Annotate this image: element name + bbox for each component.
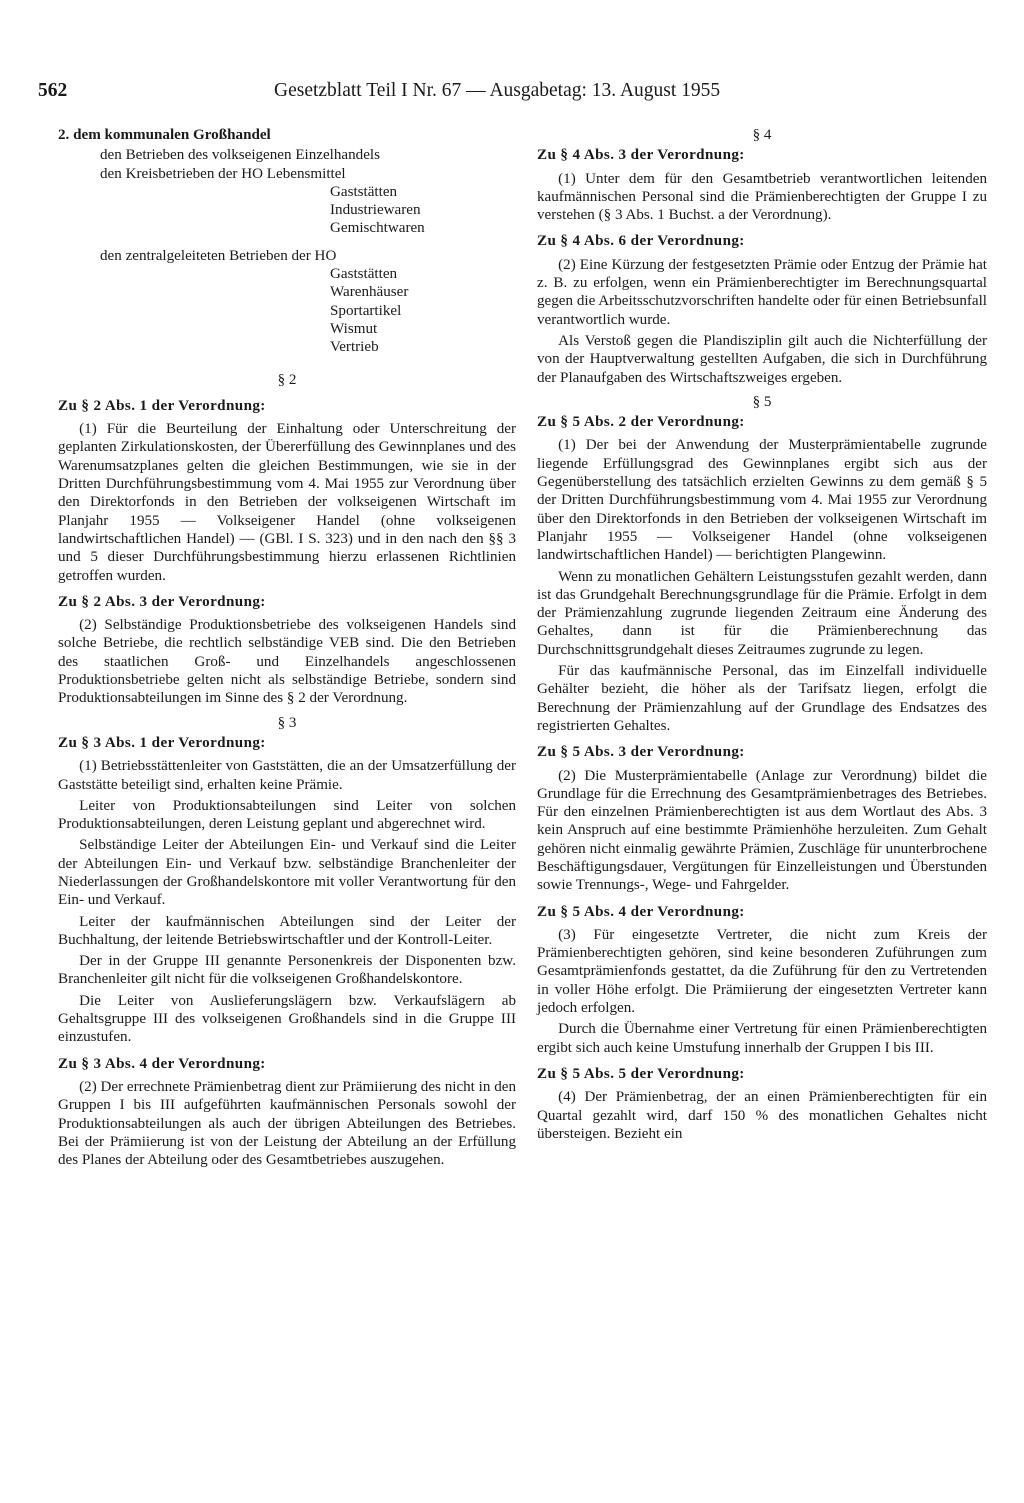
paragraph: (4) Der Prämienbetrag, der an einen Prämienberechtigten für ein Quartal gezahlt wird, darf 150 % des monatlichen Gehaltes nicht übersteigen. Bezieht ein: [537, 1089, 987, 1142]
paragraph: (1) Der bei der Anwendung der Musterprämientabelle zugrunde liegende Erfüllungsgrad des Gewinnplanes ergibt sich aus der Gegenüberstellung des tatsächlich erzielten Gewinns zu dem gemäß § 5 der Dritten Durchführungsbestimmung vom 4. Mai 1955 zur Verordnung über den Direktorfonds in den Betrieben der volkseigenen Wirtschaft im Planjahr 1955 — Volkseigener Handel (ohne volkseigenen landwirtschaftlichen Handel) — berichtigten Plangewinn.: [537, 437, 987, 564]
header-title: Gesetzblatt Teil I Nr. 67 — Ausgabetag: 13. August 1955: [274, 80, 721, 101]
list-subitem: Sportartikel: [330, 302, 402, 319]
paragraph: (2) Die Musterprämientabelle (Anlage zur Verordnung) bildet die Grundlage für die Errechnung des Gesamtprämienbetrages des Betriebes. Für den einzelnen Prämienberechtigten ist aus dem Wortlaut des Abs. 3 kein Anspruch auf eine bestimmte Prämienhöhe herzuleiten. Zum Gehalt gehören nicht einmalig gewährte Prämien, Zuschläge für ununterbrochene Beschäftigungsdauer, Vergütungen für Einzelleistungen und Überstunden sowie Trennungs-, Wege- und Fahrgelder.: [537, 767, 987, 894]
list-subitem: Warenhäuser: [330, 284, 409, 301]
list-title: 2. dem kommunalen Großhandel: [58, 127, 271, 143]
paragraph: Durch die Übernahme einer Vertretung für einen Prämienberechtigten ergibt sich auch keine Umstufung innerhalb der Gruppen I bis III.: [537, 1021, 987, 1056]
page-header: [38, 80, 788, 106]
paragraph: (1) Für die Beurteilung der Einhaltung oder Unterschreitung der geplanten Zirkulationskosten, der Übererfüllung des Gewinnplanes und des Warenumsatzplanes gelten die gleichen Bestimmungen, wie sie in der Dritten Durchführungsbestimmung vom 4. Mai 1955 zur Verordnung über den Direktorfonds in den Betrieben der volkseigenen Wirtschaft im Planjahr 1955 — Volkseigener Handel (ohne volkseigenen landwirtschaftlichen Handel) — (GBl. I S. 323) und in den nach den §§ 3 und 5 dieser Durchführungsbestimmung hierzu erlassenen Richtlinien getroffen wurden.: [58, 421, 516, 584]
left-column: [58, 126, 516, 1169]
subsection-heading: Zu § 4 Abs. 6 der Verordnung:: [537, 233, 745, 250]
subsection-heading: Zu § 3 Abs. 1 der Verordnung:: [58, 734, 266, 751]
paragraph: Der in der Gruppe III genannte Personenkreis der Disponenten bzw. Branchenleiter gilt nicht für die volkseigenen Großhandelskontore.: [58, 953, 516, 988]
subsection-heading: Zu § 5 Abs. 3 der Verordnung:: [537, 744, 745, 761]
paragraph: (1) Betriebsstättenleiter von Gaststätten, die an der Umsatzerfüllung der Gaststätte beteiligt sind, erhalten keine Prämie.: [58, 758, 516, 793]
wholesale-list: [58, 126, 516, 357]
paragraph: Leiter von Produktionsabteilungen sind Leiter von solchen Produktionsabteilungen, deren Leistung geplant und abgerechnet wird.: [58, 797, 516, 833]
section-mark: § 3: [277, 714, 297, 731]
list-subitem: Wismut: [330, 320, 378, 337]
paragraph: (1) Unter dem für den Gesamtbetrieb verantwortlichen leitenden kaufmännischen Personal sind die Prämienberechtigten der Gruppe I zu verstehen (§ 3 Abs. 1 Buchst. a der Verordnung).: [537, 170, 987, 224]
right-column: [537, 126, 987, 1143]
section-mark: § 2: [277, 371, 297, 388]
paragraph: Wenn zu monatlichen Gehältern Leistungsstufen gezahlt werden, dann ist das Grundgehalt Berechnungsgrundlage für die Prämie. Erfolgt in dem der Prämienzahlung zugrunde liegenden Zeitraum eine Änderung des Gehaltes, dann ist für die Prämienberechnung das Durchschnittsgrundgehalt dieses Zeitraumes zugrunde zu legen.: [537, 568, 987, 658]
list-subitem: Gaststätten: [330, 183, 398, 200]
list-line: den zentralgeleiteten Betrieben der HO: [100, 247, 337, 264]
paragraph: Leiter der kaufmännischen Abteilungen sind der Leiter der Buchhaltung, der leitende Betriebswirtschaftler und der Kontroll-Leiter.: [58, 913, 516, 948]
paragraph: Die Leiter von Auslieferungslägern bzw. Verkaufslägern ab Gehaltsgruppe III des volkseigenen Großhandels sind in die Gruppe III einzustufen.: [58, 992, 516, 1046]
subsection-heading: Zu § 2 Abs. 1 der Verordnung:: [58, 397, 266, 414]
list-subitem: Vertrieb: [330, 339, 379, 356]
section-mark: § 4: [752, 127, 772, 143]
list-line: den Kreisbetrieben der HO Lebensmittel: [100, 165, 346, 182]
subsection-heading: Zu § 2 Abs. 3 der Verordnung:: [58, 593, 266, 610]
subsection-heading: Zu § 5 Abs. 5 der Verordnung:: [537, 1065, 745, 1082]
list-subitem: Gemischtwaren: [330, 220, 425, 237]
paragraph: Für das kaufmännische Personal, das im Einzelfall individuelle Gehälter bezieht, die höher als der Tarifsatz liegen, erfolgt die Berechnung der Prämienzahlung auf der Grundlage des Endsatzes des registrierten Gehaltes.: [537, 663, 987, 734]
paragraph: (2) Der errechnete Prämienbetrag dient zur Prämiierung des nicht in den Gruppen I bis III aufgeführten kaufmännischen Personals sowohl der Produktionsabteilungen als auch der übrigen Abteilungen des Betriebes. Bei der Prämiierung ist von der Leistung der Abteilung an der Erfüllung des Planes der Abteilung oder des Gesamtbetriebes auszugehen.: [58, 1078, 516, 1169]
subsection-heading: Zu § 4 Abs. 3 der Verordnung:: [537, 147, 745, 164]
paragraph: Selbständige Leiter der Abteilungen Ein- und Verkauf sind die Leiter der Abteilungen Ein- und Verkauf bzw. selbständige Branchenleiter der Niederlassungen der Großhandelskontore mit voller Verantwortung für den Ein- und Verkauf.: [58, 837, 516, 909]
section-mark: § 5: [752, 393, 772, 410]
subsection-heading: Zu § 3 Abs. 4 der Verordnung:: [58, 1055, 266, 1072]
paragraph: (2) Selbständige Produktionsbetriebe des volkseigenen Handels sind solche Betriebe, die rechtlich selbständige VEB sind. Die den Betrieben des staatlichen Groß- und Einzelhandels angeschlossenen Produktionsbetriebe gelten nicht als selbständige Betriebe, sondern sind Produktionsabteilungen im Sinne des § 2 der Verordnung.: [58, 617, 516, 707]
subsection-heading: Zu § 5 Abs. 4 der Verordnung:: [537, 903, 745, 920]
list-subitem: Industriewaren: [330, 202, 421, 219]
paragraph: (3) Für eingesetzte Vertreter, die nicht zum Kreis der Prämienberechtigten gehören, sind keine besonderen Zuführungen zum Gesamtprämienfonds gestattet, da die Zuführung für den zu Vertretenden in voller Höhe erfolgt. Die Prämiierung der eingesetzten Vertreter kann jedoch erfolgen.: [537, 926, 987, 1017]
list-subitem: Gaststätten: [330, 266, 398, 283]
page-number: 562: [38, 80, 68, 101]
paragraph: (2) Eine Kürzung der festgesetzten Prämie oder Entzug der Prämie hat z. B. zu erfolgen, wenn ein Prämienberechtigter im Berechnungsquartal gegen die Arbeitsschutzvorschriften handelte oder für einen Betriebsunfall verantwortlich wurde.: [537, 256, 987, 328]
subsection-heading: Zu § 5 Abs. 2 der Verordnung:: [537, 414, 745, 431]
list-line: den Betrieben des volkseigenen Einzelhandels: [100, 147, 380, 164]
paragraph: Als Verstoß gegen die Plandisziplin gilt auch die Nichterfüllung der von der Hauptverwaltung gestellten Aufgaben, die sich in Durchführung der Planaufgaben des Wirtschaftszweiges ergeben.: [537, 332, 987, 386]
